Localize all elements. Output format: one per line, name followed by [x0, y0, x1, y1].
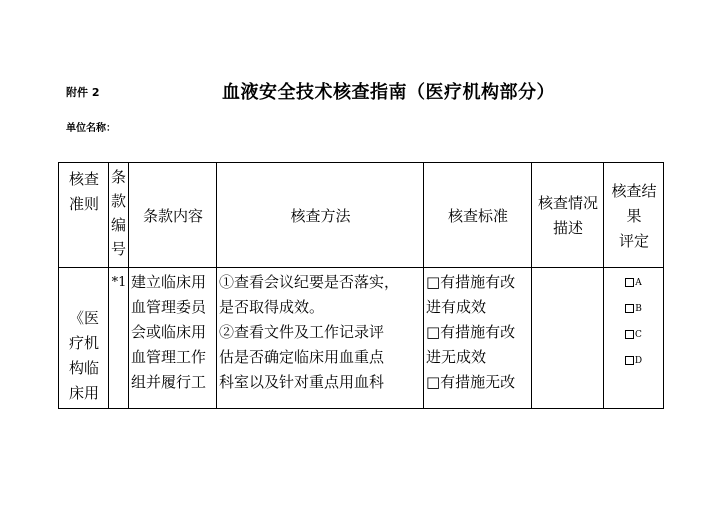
table-header-row — [59, 163, 664, 268]
header-method: 核查方法 — [217, 163, 424, 268]
attachment-label: 附件 2 — [66, 86, 100, 99]
cell-clause-number: *1 — [109, 268, 129, 409]
table-row — [59, 268, 664, 409]
checkbox-icon[interactable] — [625, 304, 634, 313]
header-clause-number: 条 款 编 号 — [109, 163, 129, 268]
header-result: 核查结 果 评定 — [604, 163, 664, 268]
cell-description — [532, 268, 604, 409]
cell-method: ①查看会议纪要是否落实， 是否取得成效。 ②查看文件及工作记录评 估是否确定临床用血重点 科室以及针对重点用血科 — [217, 268, 424, 409]
cell-grade — [604, 268, 664, 409]
checkbox-icon[interactable] — [625, 356, 634, 365]
header-criterion: 核查 准则 — [59, 163, 109, 268]
grade-option-d[interactable]: D — [604, 348, 663, 374]
grade-option-b[interactable]: B — [604, 296, 663, 322]
inspection-table — [58, 162, 664, 409]
grade-option-a[interactable]: A — [604, 270, 663, 296]
cell-criterion: 《医 疗机 构临 床用 — [59, 268, 109, 409]
cell-standard: □有措施有改 进有成效 □有措施有改 进无成效 □有措施无改 — [424, 268, 532, 409]
header-standard: 核查标准 — [424, 163, 532, 268]
header-description: 核查情况 描述 — [532, 163, 604, 268]
cell-clause-content: 建立临床用 血管理委员 会或临床用 血管理工作 组并履行工 — [129, 268, 217, 409]
grade-option-c[interactable]: C — [604, 322, 663, 348]
page-title: 血液安全技术核查指南（医疗机构部分） — [222, 82, 555, 103]
header-clause-content: 条款内容 — [129, 163, 217, 268]
unit-name-label: 单位名称： — [66, 123, 116, 134]
checkbox-icon[interactable] — [625, 278, 634, 287]
checkbox-icon[interactable] — [625, 330, 634, 339]
